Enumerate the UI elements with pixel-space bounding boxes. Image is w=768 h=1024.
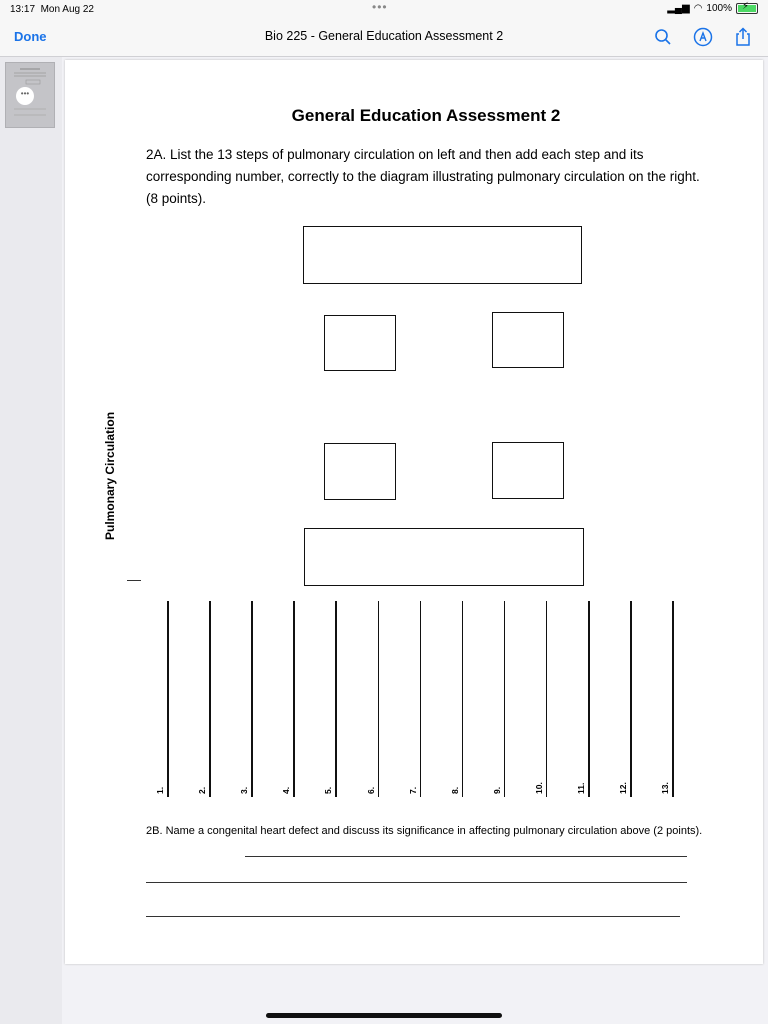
- step-number: 6.: [365, 786, 376, 794]
- question-2a: 2A. List the 13 steps of pulmonary circulation on left and then add each step and its corresponding number, correctly to the diagram illustrating pulmonary circulation on the right. (8 points).: [146, 147, 700, 206]
- diagram-box-top: [303, 226, 582, 284]
- diagram-box-lower-left: [324, 443, 396, 500]
- step-line[interactable]: [209, 601, 211, 797]
- navigation-bar: [0, 20, 768, 57]
- markup-icon[interactable]: [692, 26, 714, 48]
- step-line[interactable]: [420, 601, 422, 797]
- step-number: 13.: [660, 782, 671, 794]
- wifi-icon: ◠: [693, 3, 703, 14]
- step-number: 1.: [155, 786, 165, 794]
- step-line[interactable]: [630, 601, 632, 797]
- side-tick: [127, 580, 141, 581]
- step-number: 2.: [197, 786, 208, 794]
- page-title: General Education Assessment 2: [291, 106, 561, 125]
- step-line[interactable]: [462, 601, 464, 797]
- thumbnail-sidebar: [0, 57, 62, 1024]
- status-bar: [0, 0, 768, 20]
- answer-line[interactable]: [146, 916, 680, 917]
- charging-icon: ⚡: [742, 1, 750, 12]
- page-thumbnail[interactable]: [5, 62, 55, 128]
- battery-percent: 100%: [706, 3, 732, 14]
- side-label: Pulmonary Circulation: [103, 411, 117, 540]
- diagram-box-upper-right: [492, 312, 564, 368]
- step-number: 11.: [576, 782, 586, 794]
- battery-icon: [736, 3, 758, 14]
- multitasking-dots-icon[interactable]: •••: [372, 0, 388, 14]
- diagram-box-upper-left: [324, 315, 396, 371]
- status-indicators: [667, 3, 758, 14]
- document-page: [65, 60, 763, 964]
- answer-line[interactable]: [146, 882, 687, 883]
- search-icon[interactable]: [652, 26, 674, 48]
- step-line[interactable]: [588, 601, 590, 797]
- step-line[interactable]: [251, 601, 253, 797]
- done-button[interactable]: Done: [14, 29, 47, 44]
- share-icon[interactable]: [732, 26, 754, 48]
- step-number: 3.: [239, 786, 250, 794]
- step-number: 4.: [281, 786, 292, 794]
- step-line[interactable]: [167, 601, 169, 797]
- step-line[interactable]: [293, 601, 295, 797]
- step-number: 10.: [533, 782, 544, 794]
- step-line[interactable]: [504, 601, 506, 797]
- step-line[interactable]: [335, 601, 337, 797]
- question-2b: 2B. Name a congenital heart defect and discuss its significance in affecting pulmonary circulation above (2 points).: [146, 825, 703, 837]
- step-line[interactable]: [378, 601, 380, 797]
- step-number: 7.: [407, 786, 418, 794]
- step-line[interactable]: [546, 601, 548, 797]
- signal-icon: ▂▄▆: [667, 3, 690, 14]
- more-icon[interactable]: •••: [16, 87, 34, 105]
- step-number: 12.: [618, 782, 629, 794]
- step-number: 9.: [491, 786, 502, 794]
- answer-line[interactable]: [245, 856, 687, 857]
- status-time: 13:17 Mon Aug 22: [10, 4, 94, 15]
- diagram-box-bottom: [304, 528, 584, 586]
- step-number: 8.: [449, 786, 460, 794]
- document-title: Bio 225 - General Education Assessment 2: [264, 29, 504, 43]
- home-indicator[interactable]: [266, 1013, 502, 1018]
- toolbar-icons: [652, 26, 754, 48]
- step-line[interactable]: [672, 601, 674, 797]
- step-number: 5.: [323, 786, 334, 794]
- diagram-box-lower-right: [492, 442, 564, 499]
